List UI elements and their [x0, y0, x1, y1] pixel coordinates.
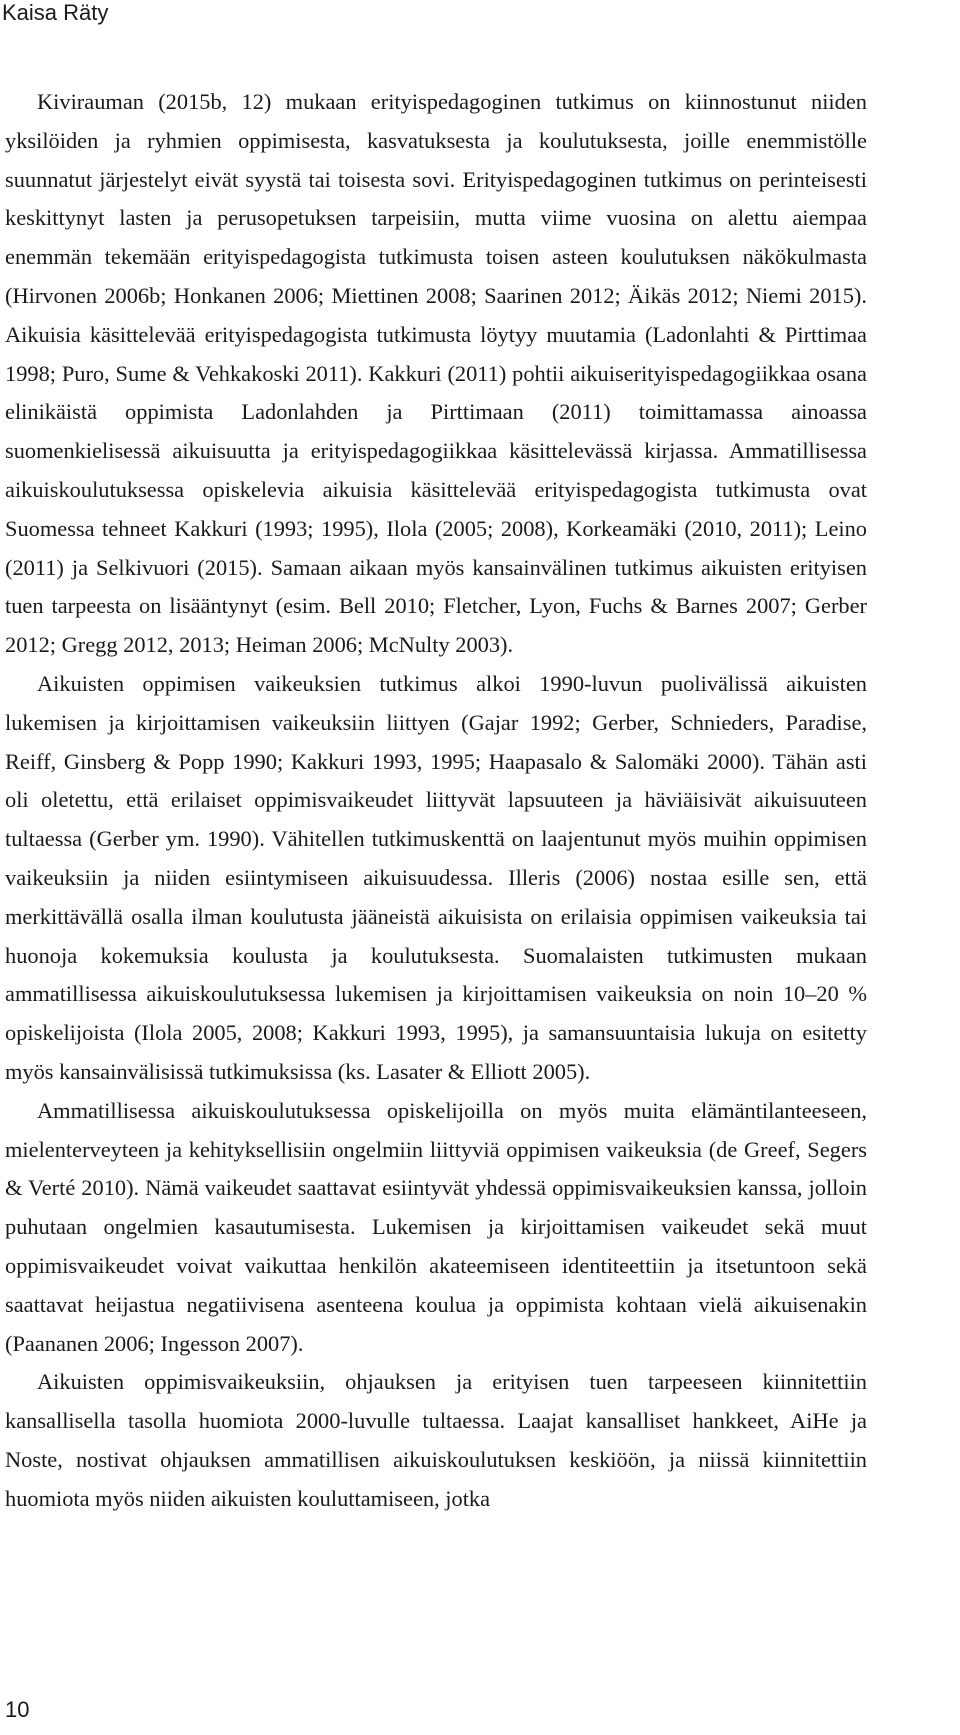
paragraph-1: Kivirauman (2015b, 12) mukaan erityispedagoginen tutkimus on kiinnostunut niiden yksilöiden ja ryhmien oppimisesta, kasvatuksesta ja koulutuksesta, joille enemmistölle suunnatut järjestelyt eivät syystä tai toisesta sovi. Erityispedagoginen tutkimus on perinteisesti keskittynyt lasten ja perusopetuksen tarpeisiin, mutta viime vuosina on alettu aiempaa enemmän tekemään erityispedagogista tutkimusta toisen asteen koulutuksen näkökulmasta (Hirvonen 2006b; Honkanen 2006; Miettinen 2008; Saarinen 2012; Äikäs 2012; Niemi 2015). Aikuisia käsittelevää erityispedagogista tutkimusta löytyy muutamia (Ladonlahti & Pirttimaa 1998; Puro, Sume & Vehkakoski 2011). Kakkuri (2011) pohtii aikuiserityispedagogiikkaa osana elinikäistä oppimista Ladonlahden ja Pirttimaan (2011) toimittamassa ainoassa suomenkielisessä aikuisuutta ja erityispedagogiikkaa käsittelevässä kirjassa. Ammatillisessa aikuiskoulutuksessa opiskelevia aikuisia käsittelevää erityispedagogista tutkimusta ovat Suomessa tehneet Kakkuri (1993; 1995), Ilola (2005; 2008), Korkeamäki (2010, 2011); Leino (2011) ja Selkivuori (2015). Samaan aikaan myös kansainvälinen tutkimus aikuisten erityisen tuen tarpeesta on lisääntynyt (esim. Bell 2010; Fletcher, Lyon, Fuchs & Barnes 2007; Gerber 2012; Gregg 2012, 2013; Heiman 2006; McNulty 2003). [5, 89, 867, 658]
running-head: Kaisa Räty [2, 0, 109, 25]
paragraph-4: Aikuisten oppimisvaikeuksiin, ohjauksen ja erityisen tuen tarpeeseen kiinnitettiin kansallisella tasolla huomiota 2000-luvulle tultaessa. Laajat kansalliset hankkeet, AiHe ja Noste, nostivat ohjauksen ammatillisen aikuiskoulutuksen keskiöön, ja niissä kiinnitettiin huomiota myös niiden aikuisten kouluttamiseen, jotka [5, 1369, 867, 1511]
body-text [5, 83, 867, 1518]
paragraph-2: Aikuisten oppimisen vaikeuksien tutkimus alkoi 1990-luvun puolivälissä aikuisten lukemisen ja kirjoittamisen vaikeuksiin liittyen (Gajar 1992; Gerber, Schnieders, Paradise, Reiff, Ginsberg & Popp 1990; Kakkuri 1993, 1995; Haapasalo & Salomäki 2000). Tähän asti oli oletettu, että erilaiset oppimisvaikeudet liittyvät lapsuuteen ja häviäisivät aikuisuuteen tultaessa (Gerber ym. 1990). Vähitellen tutkimuskenttä on laajentunut myös muihin oppimisen vaikeuksiin ja niiden esiintymiseen aikuisuudessa. Illeris (2006) nostaa esille sen, että merkittävällä osalla ilman koulutusta jääneistä aikuisista on erilaisia oppimisen vaikeuksia tai huonoja kokemuksia koulusta ja koulutuksesta. Suomalaisten tutkimusten mukaan ammatillisessa aikuiskoulutuksessa lukemisen ja kirjoittamisen vaikeuksia on noin 10–20 % opiskelijoista (Ilola 2005, 2008; Kakkuri 1993, 1995), ja samansuuntaisia lukuja on esitetty myös kansainvälisissä tutkimuksissa (ks. Lasater & Elliott 2005). [5, 670, 867, 1084]
paragraph-3: Ammatillisessa aikuiskoulutuksessa opiskelijoilla on myös muita elämäntilanteeseen, mielenterveyteen ja kehityksellisiin ongelmiin liittyviä oppimisen vaikeuksia (de Greef, Segers & Verté 2010). Nämä vaikeudet saattavat esiintyvät yhdessä oppimisvaikeuksien kanssa, jolloin puhutaan ongelmien kasautumisesta. Lukemisen ja kirjoittamisen vaikeudet sekä muut oppimisvaikeudet voivat vaikuttaa henkilön akateemiseen identiteettiin ja itsetuntoon sekä saattavat heijastua negatiivisena asenteena koulua ja oppimista kohtaan vielä aikuisenakin (Paananen 2006; Ingesson 2007). [5, 1097, 867, 1356]
page-number: 10 [5, 1697, 30, 1722]
